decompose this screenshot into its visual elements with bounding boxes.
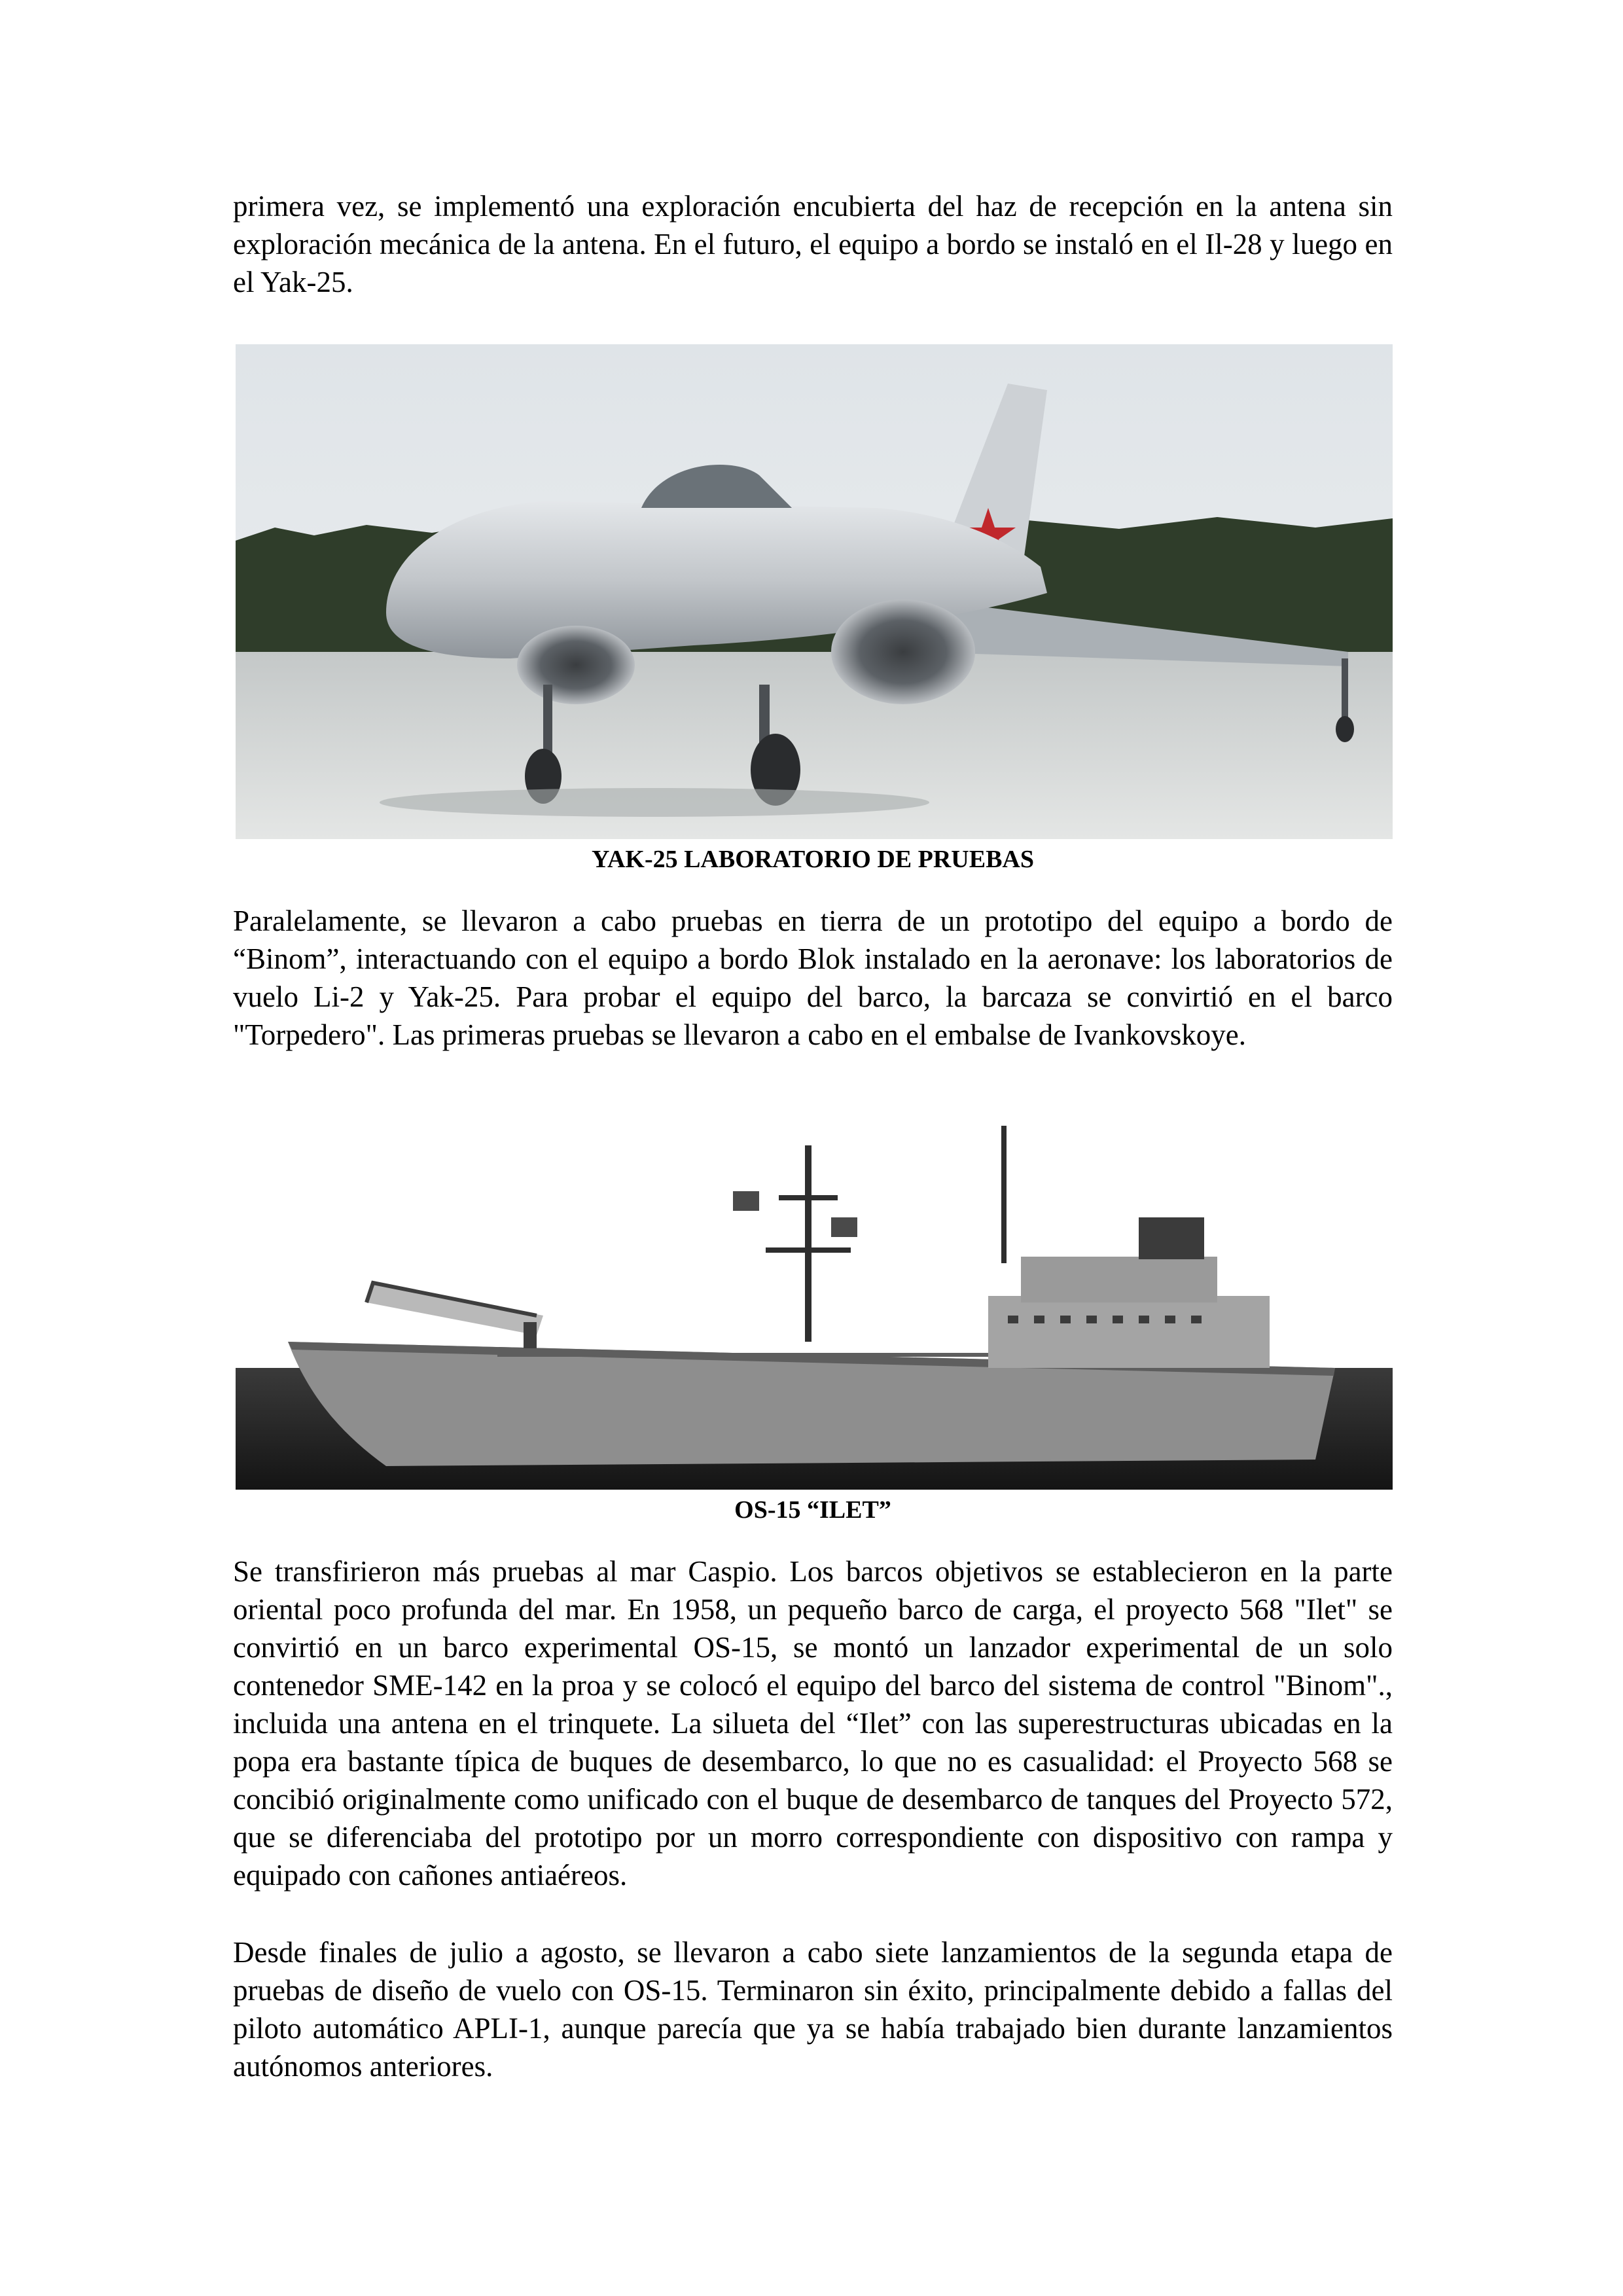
paragraph-ground-tests: Paralelamente, se llevaron a cabo pruebas en tierra de un prototipo del equipo a bordo de “Binom”, interactuando con el equipo a bordo Blok instalado en la aeronave: los laboratorios de vuelo Li-2 y Yak-25. Para probar el equipo del barco, la barcaza se convirtió en el barco "Torpedero". Las primeras pruebas se llevaron a cabo en el embalse de Ivankovskoye. [233, 905, 1393, 1051]
figure-caption-ship: OS-15 “ILET” [734, 1496, 891, 1524]
figure-caption-aircraft: YAK-25 LABORATORIO DE PRUEBAS [591, 846, 1035, 873]
yak25-image [236, 344, 1393, 839]
os15-ilet-image [236, 1119, 1393, 1490]
paragraph-launches: Desde finales de julio a agosto, se llevaron a cabo siete lanzamientos de la segunda etapa de pruebas de diseño de vuelo con OS-15. Terminaron sin éxito, principalmente debido a fallas del piloto automático APLI-1, aunque parecía que ya se había trabajado bien durante lanzamientos autónomos anteriores. [233, 1936, 1393, 2083]
paragraph-caspian-tests: Se transfirieron más pruebas al mar Caspio. Los barcos objetivos se establecieron en la parte oriental poco profunda del mar. En 1958, un pequeño barco de carga, el proyecto 568 "Ilet" se convirtió en un barco experimental OS-15, se montó un lanzador experimental de un solo contenedor SME-142 en la proa y se colocó el equipo del barco del sistema de control "Binom"., incluida una antena en el trinquete. La silueta del “Ilet” con las superestructuras ubicadas en la popa era bastante típica de buques de desembarco, lo que no es casualidad: el Proyecto 568 se concibió originalmente como unificado con el buque de desembarco de tanques del Proyecto 572, que se diferenciaba del prototipo por un morro correspondiente con dispositivo con rampa y equipado con cañones antiaéreos. [233, 1555, 1393, 1892]
paragraph-intro: primera vez, se implementó una exploración encubierta del haz de recepción en la antena sin exploración mecánica de la antena. En el futuro, el equipo a bordo se instaló en el Il-28 y luego en el Yak-25. [233, 190, 1393, 298]
ship-photo [236, 1119, 1393, 1490]
aircraft-photo [236, 344, 1393, 839]
